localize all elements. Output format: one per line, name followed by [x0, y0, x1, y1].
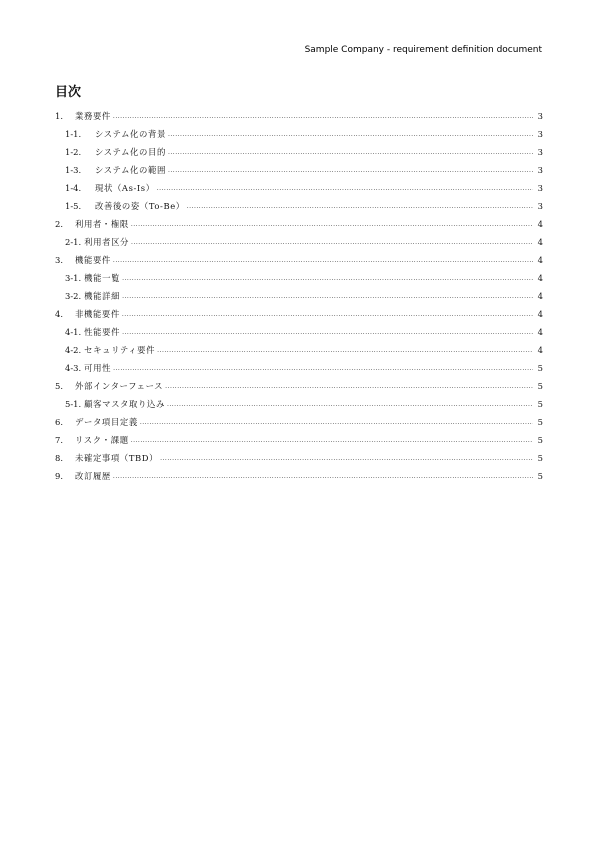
toc-entry[interactable] — [55, 452, 543, 470]
toc-entry-page: 3 — [537, 201, 543, 211]
toc-entry-number: 9. — [55, 471, 63, 481]
toc-entry-title: 非機能要件 — [75, 309, 120, 319]
toc-entry-title: 顧客マスタ取り込み — [84, 399, 165, 409]
toc-entry-page: 3 — [537, 165, 543, 175]
toc-entry-page: 4 — [537, 219, 543, 229]
toc-entry-number: 1-2. — [65, 147, 82, 157]
toc-entry-page: 4 — [537, 345, 543, 355]
toc-entry-page: 3 — [537, 147, 543, 157]
toc-leader-dots — [113, 365, 533, 372]
toc-entry[interactable] — [55, 200, 543, 218]
toc-leader-dots — [168, 167, 533, 174]
toc-entry[interactable] — [55, 272, 543, 290]
toc-entry-title: 未確定事項（TBD） — [75, 453, 159, 463]
toc-entry[interactable] — [55, 434, 543, 452]
toc-entry[interactable] — [55, 236, 543, 254]
toc-entry-number: 5-1. — [65, 399, 82, 409]
toc-entry-page: 5 — [537, 381, 543, 391]
toc-entry-number: 8. — [55, 453, 63, 463]
toc-leader-dots — [122, 311, 533, 318]
toc-entry[interactable] — [55, 254, 543, 272]
toc-entry-page: 4 — [537, 237, 543, 247]
toc-entry-title: 機能詳細 — [84, 291, 121, 301]
toc-leader-dots — [168, 149, 533, 156]
toc-entry-page: 5 — [537, 435, 543, 445]
toc-leader-dots — [122, 293, 533, 300]
toc-leader-dots — [122, 275, 533, 282]
toc-entry[interactable] — [55, 308, 543, 326]
toc-entry[interactable] — [55, 182, 543, 200]
toc-entry-number: 1-4. — [65, 183, 82, 193]
toc-entry[interactable] — [55, 146, 543, 164]
toc-entry[interactable] — [55, 380, 543, 398]
toc-entry-title: 外部インターフェース — [75, 381, 164, 391]
toc-entry-title: システム化の背景 — [95, 129, 166, 139]
toc-leader-dots — [157, 347, 533, 354]
toc-entry[interactable] — [55, 110, 543, 128]
toc-entry-title: 機能一覧 — [84, 273, 121, 283]
toc-entry-number: 1. — [55, 111, 63, 121]
toc-entry[interactable] — [55, 416, 543, 434]
toc-entry-page: 4 — [537, 273, 543, 283]
toc-entry-page: 4 — [537, 309, 543, 319]
toc-entry-title: データ項目定義 — [75, 417, 138, 427]
toc-leader-dots — [140, 419, 533, 426]
toc-entry-title: 改訂履歴 — [75, 471, 111, 481]
toc-entry[interactable] — [55, 344, 543, 362]
toc-entry[interactable] — [55, 398, 543, 416]
toc-leader-dots — [113, 473, 533, 480]
toc-entry-number: 7. — [55, 435, 63, 445]
toc-entry-number: 3-2. — [65, 291, 82, 301]
toc-entry-number: 3. — [55, 255, 63, 265]
toc-entry-page: 3 — [537, 129, 543, 139]
toc-entry-title: 現状（As-Is） — [95, 183, 155, 193]
toc-entry-title: 利用者区分 — [84, 237, 130, 247]
toc-entry-number: 4-3. — [65, 363, 82, 373]
toc-entry-page: 4 — [537, 255, 543, 265]
toc-leader-dots — [131, 221, 533, 228]
toc-entry-number: 1-5. — [65, 201, 82, 211]
toc-leader-dots — [167, 401, 533, 408]
toc-entry-number: 4. — [55, 309, 63, 319]
toc-entry-title: 機能要件 — [75, 255, 111, 265]
toc-entry-page: 5 — [537, 471, 543, 481]
toc-entry-page: 5 — [537, 363, 543, 373]
toc-entry-page: 5 — [537, 453, 543, 463]
toc-entry-number: 4-2. — [65, 345, 82, 355]
toc-entry-title: リスク・課題 — [75, 435, 129, 445]
toc-entry-number: 1-1. — [65, 129, 82, 139]
toc-leader-dots — [131, 239, 533, 246]
toc-entry-number: 1-3. — [65, 165, 82, 175]
toc-leader-dots — [157, 185, 533, 192]
toc-entry[interactable] — [55, 470, 543, 488]
toc-leader-dots — [113, 257, 533, 264]
toc-leader-dots — [122, 329, 533, 336]
toc-leader-dots — [165, 383, 533, 390]
toc-entry[interactable] — [55, 164, 543, 182]
toc-title: 目次 — [55, 85, 82, 100]
toc-entry-number: 4-1. — [65, 327, 82, 337]
toc-entry-number: 2-1. — [65, 237, 82, 247]
toc-entry-title: システム化の目的 — [95, 147, 166, 157]
toc-entry-title: 可用性 — [84, 363, 112, 373]
toc-entry-page: 5 — [537, 399, 543, 409]
toc-entry-number: 3-1. — [65, 273, 82, 283]
toc-entry-page: 4 — [537, 327, 543, 337]
toc-entry-title: システム化の範囲 — [95, 165, 166, 175]
toc-leader-dots — [131, 437, 533, 444]
toc-entry-title: 利用者・権限 — [75, 219, 129, 229]
toc-entry-title: 性能要件 — [84, 327, 121, 337]
table-of-contents — [55, 110, 543, 488]
toc-entry-title: セキュリティ要件 — [84, 345, 156, 355]
toc-entry[interactable] — [55, 218, 543, 236]
toc-entry-page: 4 — [537, 291, 543, 301]
toc-entry-title: 業務要件 — [75, 111, 111, 121]
toc-entry-page: 3 — [537, 111, 543, 121]
toc-entry-page: 5 — [537, 417, 543, 427]
toc-entry[interactable] — [55, 128, 543, 146]
toc-entry-number: 2. — [55, 219, 63, 229]
toc-entry[interactable] — [55, 362, 543, 380]
toc-entry-page: 3 — [537, 183, 543, 193]
toc-entry-title: 改善後の姿（To-Be） — [95, 201, 185, 211]
toc-leader-dots — [168, 131, 533, 138]
document-header: Sample Company - requirement definition document — [304, 45, 542, 55]
toc-entry-number: 5. — [55, 381, 63, 391]
toc-leader-dots — [160, 455, 533, 462]
toc-entry[interactable] — [55, 326, 543, 344]
toc-leader-dots — [113, 113, 533, 120]
toc-entry-number: 6. — [55, 417, 63, 427]
toc-entry[interactable] — [55, 290, 543, 308]
toc-leader-dots — [187, 203, 533, 210]
